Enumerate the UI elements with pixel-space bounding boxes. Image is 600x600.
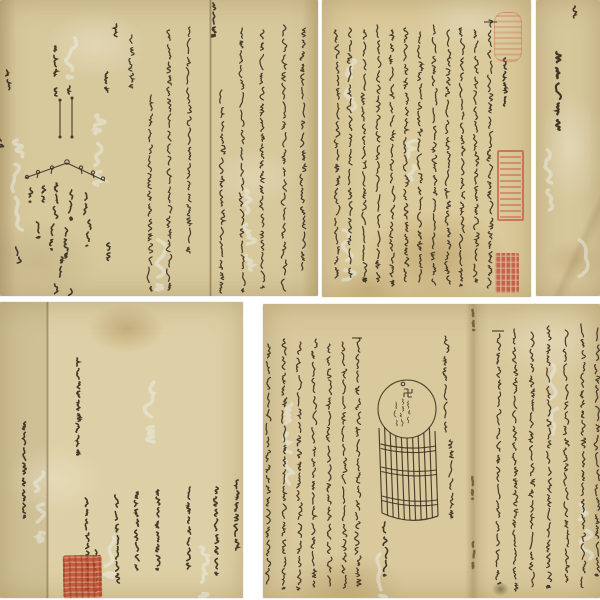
section-heading bbox=[500, 55, 520, 110]
colophon-date bbox=[68, 352, 92, 457]
binding-crease bbox=[46, 302, 49, 598]
cover-title bbox=[548, 45, 580, 140]
binding-crease bbox=[209, 0, 212, 296]
colophon-addressee bbox=[12, 417, 38, 522]
page-diagram-spread bbox=[0, 0, 318, 296]
cover-page bbox=[536, 0, 600, 296]
vermilion-name-seal bbox=[63, 555, 103, 599]
colophon-page bbox=[0, 302, 243, 598]
page-cylinder-spread bbox=[263, 304, 600, 598]
nagata-library-seal bbox=[497, 150, 524, 221]
swastika-mark bbox=[401, 386, 415, 400]
page-text-with-seals bbox=[322, 0, 531, 297]
calligraphy-art bbox=[0, 0, 318, 296]
ridge-diagram bbox=[10, 150, 120, 210]
colophon-signatories bbox=[75, 477, 243, 552]
square-collector-seal bbox=[495, 253, 519, 293]
